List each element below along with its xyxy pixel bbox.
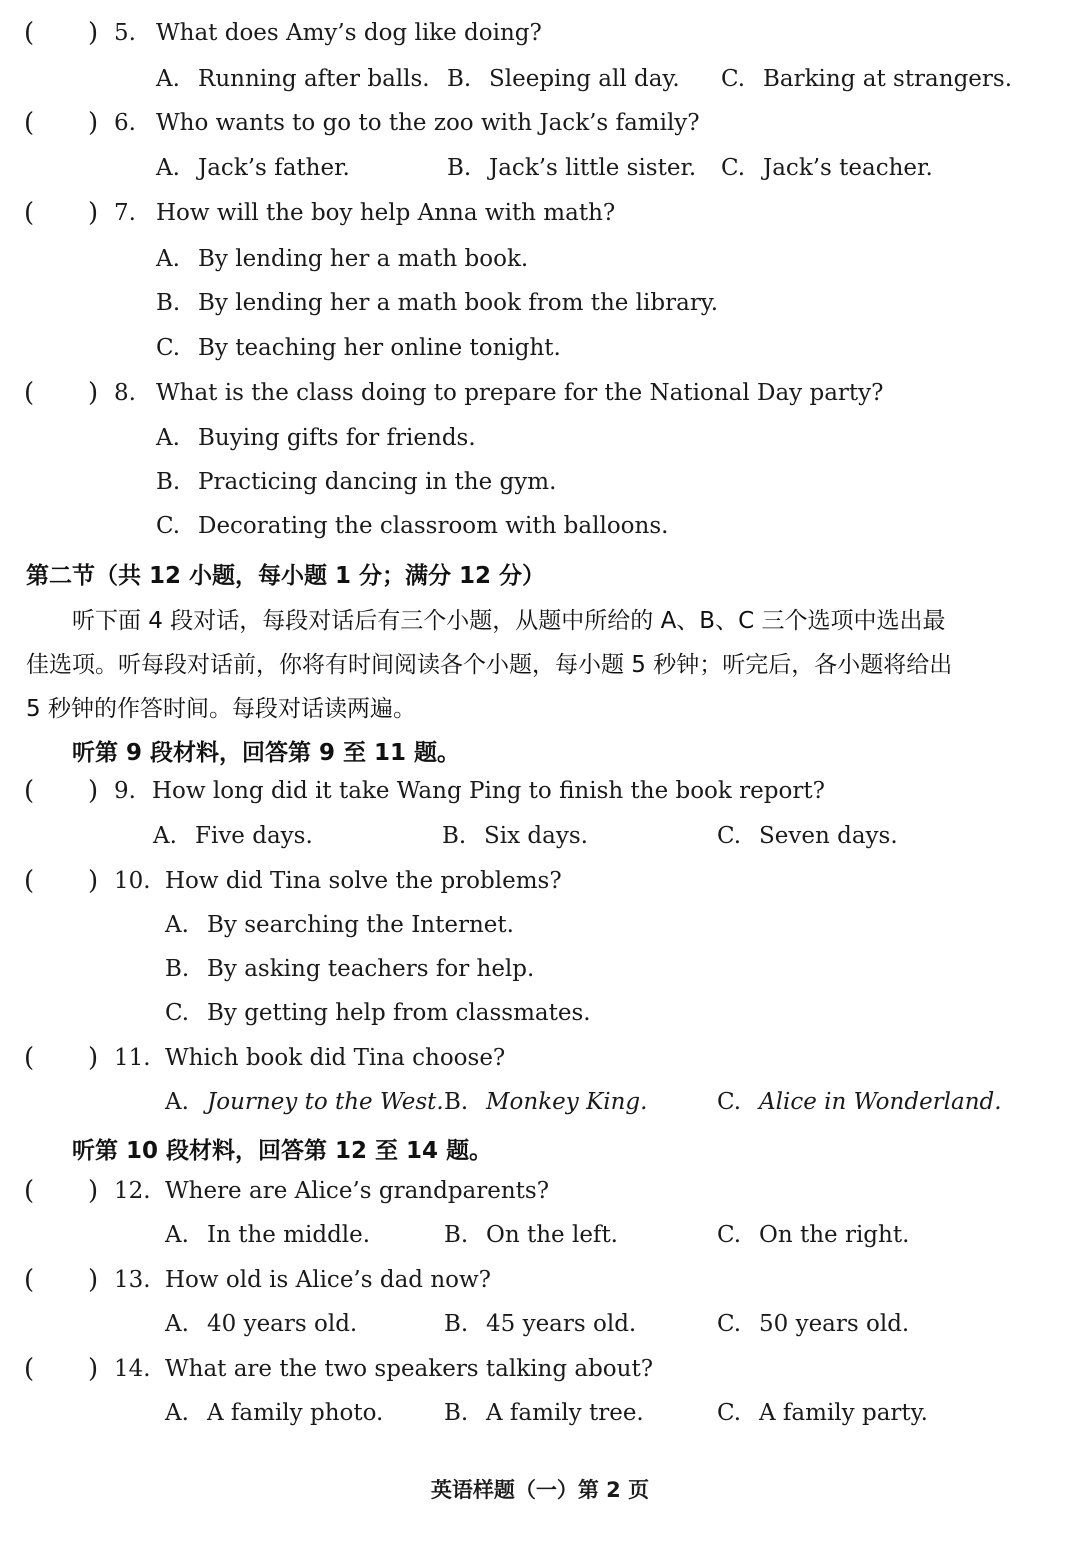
question-number: 14. [114,1356,151,1382]
option-letter: C. [156,513,181,539]
question-text: What are the two speakers talking about? [165,1356,654,1382]
instructions-line-2: 佳选项。听每段对话前，你将有时间阅读各个小题，每小题 5 秒钟；听完后，各小题将给出 [26,652,953,678]
option-c [717,1089,1002,1115]
question-number: 7. [114,200,136,226]
option-letter: B. [444,1400,469,1426]
option-text: A family party. [759,1400,928,1426]
option-text: Seven days. [759,823,898,849]
option-letter: C. [717,1089,742,1115]
option-a [156,246,528,272]
question-number: 8. [114,380,136,406]
option-letter: A. [156,425,180,451]
option-a [165,1089,444,1115]
option-letter: A. [156,66,180,92]
option-b [447,155,696,181]
answer-bracket-open: ( [24,1176,35,1206]
answer-bracket-open: ( [24,1043,35,1073]
option-text: Buying gifts for friends. [198,425,476,451]
question-text: How did Tina solve the problems? [165,868,562,894]
option-a [153,823,313,849]
option-text: Jack’s teacher. [763,155,933,181]
option-text: 40 years old. [207,1311,358,1337]
answer-bracket-close: ) [88,378,99,408]
answer-bracket-close: ) [88,866,99,896]
option-text: By asking teachers for help. [207,956,535,982]
option-text: 45 years old. [486,1311,637,1337]
option-b [165,956,534,982]
instructions-line-1: 听下面 4 段对话，每段对话后有三个小题，从题中所给的 A、B、C 三个选项中选出最 [72,608,946,634]
option-c [721,155,933,181]
answer-bracket-open: ( [24,776,35,806]
option-text: Five days. [195,823,313,849]
option-b [444,1089,647,1115]
option-text: By searching the Internet. [207,912,514,938]
option-a [156,425,476,451]
option-text: Journey to the West. [207,1089,444,1115]
option-a [165,1311,357,1337]
option-c [165,1000,591,1026]
answer-bracket-open: ( [24,1265,35,1295]
question-14 [0,1354,1080,1398]
option-text: By getting help from classmates. [207,1000,591,1026]
question-text: What does Amy’s dog like doing? [156,20,542,46]
answer-bracket-close: ) [88,1265,99,1295]
option-c [717,823,898,849]
option-text: Running after balls. [198,66,430,92]
page-footer: 英语样题（一）第 2 页 [430,1478,650,1502]
question-text: Where are Alice’s grandparents? [165,1178,550,1204]
question-text: How old is Alice’s dad now? [165,1267,491,1293]
material-10-label: 听第 10 段材料，回答第 12 至 14 题。 [72,1138,493,1164]
option-letter: B. [447,66,472,92]
option-a [156,66,430,92]
option-b [442,823,588,849]
answer-bracket-close: ) [88,776,99,806]
answer-bracket-close: ) [88,18,99,48]
option-text: In the middle. [207,1222,371,1248]
question-number: 11. [114,1045,151,1071]
option-letter: B. [156,290,181,316]
option-text: On the right. [759,1222,910,1248]
question-text: Who wants to go to the zoo with Jack’s family? [156,110,700,136]
option-text: On the left. [486,1222,618,1248]
answer-bracket-open: ( [24,866,35,896]
option-letter: A. [165,1222,189,1248]
answer-bracket-close: ) [88,1354,99,1384]
answer-bracket-close: ) [88,1176,99,1206]
answer-bracket-close: ) [88,1043,99,1073]
option-text: Monkey King. [486,1089,648,1115]
option-c [717,1311,909,1337]
option-text: Practicing dancing in the gym. [198,469,557,495]
option-text: Jack’s little sister. [489,155,697,181]
option-letter: B. [444,1089,469,1115]
option-c [717,1222,909,1248]
option-c [156,513,668,539]
material-9-label: 听第 9 段材料，回答第 9 至 11 题。 [72,740,461,766]
option-text: By teaching her online tonight. [198,335,561,361]
answer-bracket-open: ( [24,18,35,48]
option-letter: C. [717,1311,742,1337]
option-letter: B. [165,956,190,982]
option-b [156,469,556,495]
question-6 [0,108,1080,152]
question-13 [0,1265,1080,1309]
option-letter: A. [165,1089,189,1115]
option-letter: B. [447,155,472,181]
question-text: Which book did Tina choose? [165,1045,506,1071]
instructions-line-3: 5 秒钟的作答时间。每段对话读两遍。 [26,696,416,722]
option-text: Six days. [484,823,588,849]
option-letter: A. [153,823,177,849]
question-number: 5. [114,20,136,46]
option-a [165,1400,383,1426]
question-number: 13. [114,1267,151,1293]
question-12 [0,1176,1080,1220]
question-number: 12. [114,1178,151,1204]
option-letter: A. [165,1311,189,1337]
answer-bracket-close: ) [88,108,99,138]
option-letter: B. [442,823,467,849]
option-text: Jack’s father. [198,155,350,181]
option-c [721,66,1012,92]
option-letter: B. [444,1311,469,1337]
option-c [156,335,561,361]
option-letter: A. [165,912,189,938]
option-c [717,1400,928,1426]
option-letter: A. [156,155,180,181]
option-a [156,155,350,181]
option-a [165,1222,370,1248]
option-text: By lending her a math book. [198,246,529,272]
option-text: 50 years old. [759,1311,910,1337]
answer-bracket-open: ( [24,108,35,138]
answer-bracket-open: ( [24,378,35,408]
question-5 [0,18,1080,62]
option-letter: C. [721,155,746,181]
option-letter: A. [165,1400,189,1426]
option-b [444,1222,618,1248]
option-letter: C. [721,66,746,92]
answer-bracket-close: ) [88,198,99,228]
option-letter: C. [717,823,742,849]
option-a [165,912,514,938]
option-letter: B. [444,1222,469,1248]
option-text: A family tree. [486,1400,644,1426]
option-text: By lending her a math book from the library. [198,290,719,316]
question-text: How long did it take Wang Ping to finish the book report? [152,778,825,804]
option-letter: C. [156,335,181,361]
question-10 [0,866,1080,910]
question-number: 6. [114,110,136,136]
option-b [447,66,680,92]
option-b [444,1311,636,1337]
question-9 [0,776,1080,820]
option-b [156,290,718,316]
option-text: A family photo. [207,1400,384,1426]
answer-bracket-open: ( [24,198,35,228]
option-letter: B. [156,469,181,495]
option-letter: C. [717,1400,742,1426]
question-number: 9. [114,778,136,804]
option-text: Decorating the classroom with balloons. [198,513,669,539]
question-7 [0,198,1080,242]
option-text: Barking at strangers. [763,66,1013,92]
option-text: Alice in Wonderland. [759,1089,1002,1115]
question-text: How will the boy help Anna with math? [156,200,616,226]
option-letter: A. [156,246,180,272]
question-8 [0,378,1080,422]
option-letter: C. [165,1000,190,1026]
section-heading: 第二节（共 12 小题，每小题 1 分；满分 12 分） [26,563,546,589]
option-b [444,1400,644,1426]
question-number: 10. [114,868,151,894]
question-11 [0,1043,1080,1087]
answer-bracket-open: ( [24,1354,35,1384]
question-text: What is the class doing to prepare for the National Day party? [156,380,884,406]
option-text: Sleeping all day. [489,66,680,92]
option-letter: C. [717,1222,742,1248]
